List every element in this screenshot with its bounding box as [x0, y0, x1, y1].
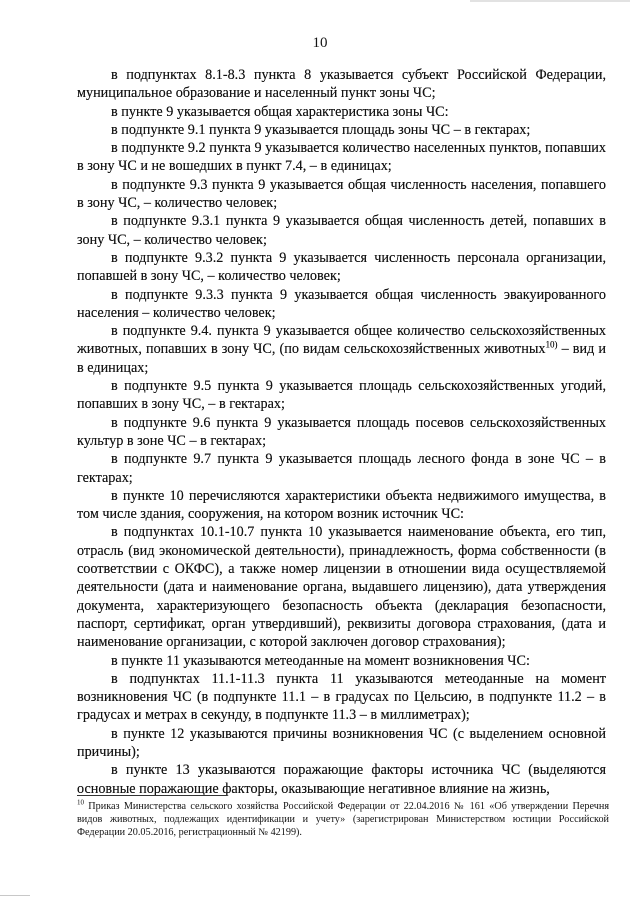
paragraph: в пункте 9 указывается общая характеристика зоны ЧС: [111, 103, 449, 120]
footnote-divider [77, 795, 227, 796]
paragraph: в пункте 11 указываются метеоданные на момент возникновения ЧС: [111, 652, 530, 669]
paragraph: в подпункте 9.5 пункта 9 указывается площадь сельскохозяйственных угодий, попавших в зону ЧС, – в гектарах; [77, 378, 606, 413]
paragraph: в подпункте 9.2 пункта 9 указывается количество населенных пунктов, попавших в зону ЧС и не вошедших в пункт 7.4, – в единицах; [77, 140, 606, 175]
paragraph-text: в подпункте 9.4. пункта 9 указывается общее количество сельскохозяйственных животных, попавших в зону ЧС, (по видам сельскохозяйственных животных [77, 323, 606, 358]
paragraph-text-tail: – вид и в единицах; [77, 341, 607, 376]
footnote-text: Приказ Министерства сельского хозяйства Российской Федерации от 22.04.2016 № 161 «Об утверждении Перечня видов животных, подлежащих идентификации и учету» (зарегистрирован Министерством юстиции Российской Федерации 20.05.2016, регистрационный № 42199). [77, 801, 609, 838]
paragraph: в подпункте 9.6 пункта 9 указывается площадь посевов сельскохозяйственных культур в зоне ЧС – в гектарах; [77, 414, 606, 449]
paragraph: в пункте 13 указываются поражающие факторы источника ЧС (выделяются основные поражающие факторы, оказывающие негативное влияние на жизнь, [77, 762, 606, 797]
scan-edge-mark [0, 895, 30, 896]
paragraph: в подпунктах 8.1-8.3 пункта 8 указывается субъект Российской Федерации, муниципальное образование и населенный пункт зоны ЧС; [77, 67, 606, 102]
paragraph: в подпункте 9.1 пункта 9 указывается площадь зоны ЧС – в гектарах; [111, 121, 531, 138]
paragraph: в подпункте 9.7 пункта 9 указывается площадь лесного фонда в зоне ЧС – в гектарах; [77, 451, 606, 486]
page-number: 10 [312, 35, 328, 51]
body-text [77, 66, 606, 798]
paragraph: в подпунктах 11.1-11.3 пункта 11 указываются метеоданные на момент возникновения ЧС (в подпункте 11.1 – в градусах по Цельсию, в подпункте 11.2 – в градусах и метрах в секунду, в подпункте 11.3 – в миллиметрах); [77, 670, 606, 724]
footnote [77, 800, 609, 839]
paragraph: в подпункте 9.3.3 пункта 9 указывается общая численность эвакуированного населения – количество человек; [77, 286, 606, 321]
paragraph: в пункте 10 перечисляются характеристики объекта недвижимого имущества, в том числе здания, сооружения, на котором возник источник ЧС: [77, 487, 606, 523]
scan-edge-mark [470, 0, 630, 2]
paragraph: в пункте 12 указываются причины возникновения ЧС (с выделением основной причины); [77, 725, 606, 760]
footnote-marker: 10 [77, 798, 84, 807]
paragraph: в подпункте 9.3 пункта 9 указывается общая численность населения, попавшего в зону ЧС, – количество человек; [77, 176, 606, 212]
paragraph: в подпункте 9.3.2 пункта 9 указывается численность персонала организации, попавшей в зону ЧС, – количество человек; [77, 249, 606, 285]
paragraph: в подпункте 9.3.1 пункта 9 указывается общая численность детей, попавших в зону ЧС, – количество человек; [77, 213, 606, 248]
paragraph-with-footnote [77, 322, 606, 377]
footnote-reference[interactable]: 10) [545, 339, 558, 350]
paragraph: в подпунктах 10.1-10.7 пункта 10 указывается наименование объекта, его тип, отрасль (вид экономической деятельности), принадлежность, форма собственности (в соответствии с ОКФС), а также номер лицензии в отношении вида осуществляемой деятельности (дата и наименование органа, выдавшего лицензию), дата утверждения документа, характеризующего безопасность объекта (декларация безопасности, паспорт, сертификат, орган утвердивший), реквизиты договора страхования, (дата и наименование организации, с которой заключен договор страхования); [77, 524, 606, 651]
